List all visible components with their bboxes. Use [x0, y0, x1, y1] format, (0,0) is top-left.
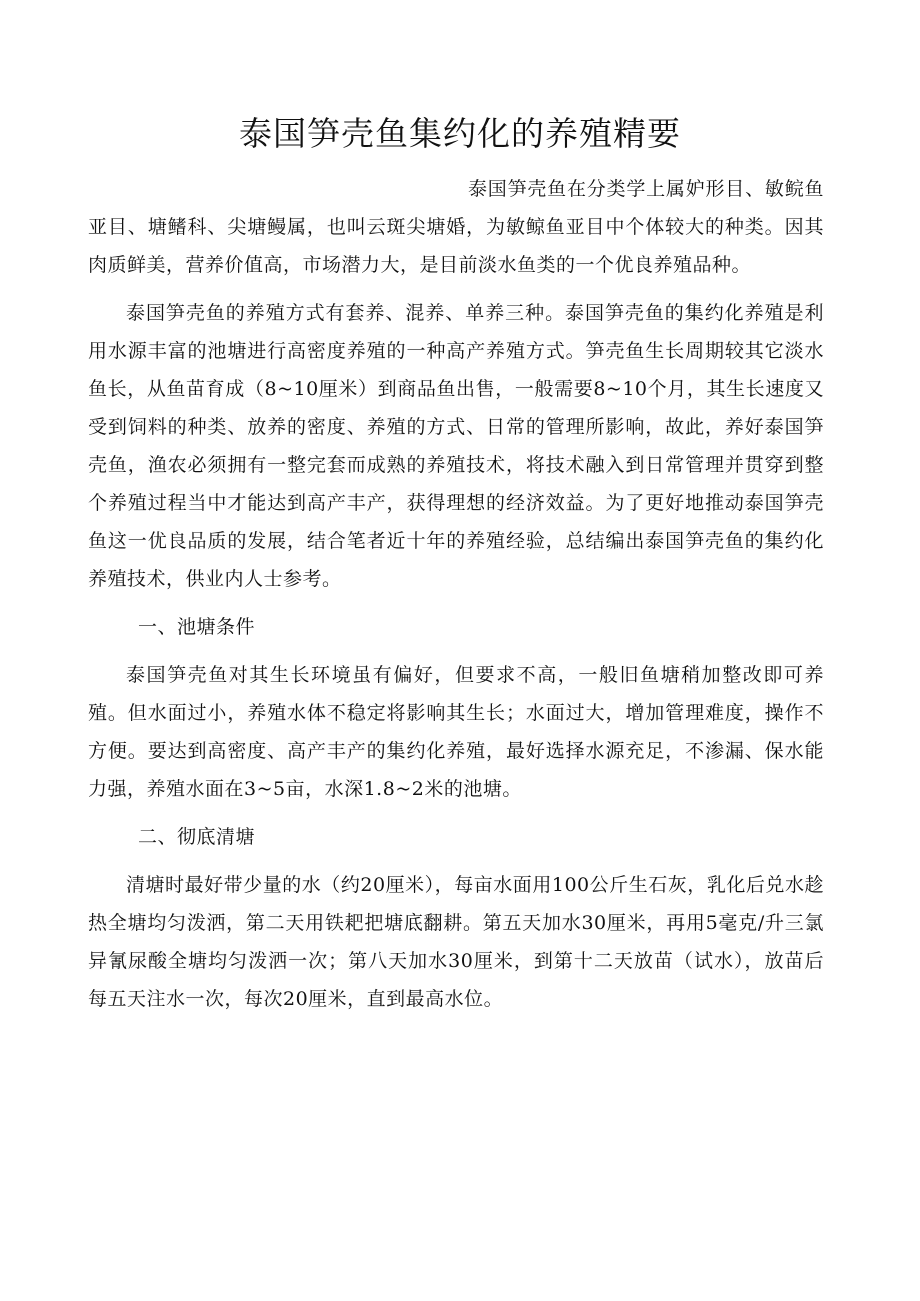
pond-conditions-paragraph: 泰国笋壳鱼对其生长环境虽有偏好，但要求不高，一般旧鱼塘稍加整改即可养殖。但水面过小，养殖水体不稳定将影响其生长；水面过大，增加管理难度，操作不方便。要达到高密度、高产丰产的集约化养殖，最好选择水源充足，不渗漏、保水能力强，养殖水面在3~5亩，水深1.8~2米的池塘。 [88, 664, 824, 800]
cultivation-methods-paragraph: 泰国笋壳鱼的养殖方式有套养、混养、单养三种。泰国笋壳鱼的集约化养殖是利用水源丰富的池塘进行高密度养殖的一种高产养殖方式。笋壳鱼生长周期较其它淡水鱼长，从鱼苗育成（8~10厘米）到商品鱼出售，一般需要8~10个月，其生长速度又受到饲料的种类、放养的密度、养殖的方式、日常的管理所影响，故此，养好泰国笋壳鱼，渔农必须拥有一整完套而成熟的养殖技术，将技术融入到日常管理并贯穿到整个养殖过程当中才能达到高产丰产，获得理想的经济效益。为了更好地推动泰国笋壳鱼这一优良品质的发展，结合笔者近十年的养殖经验，总结编出泰国笋壳鱼的集约化养殖技术，供业内人士参考。 [88, 302, 824, 590]
section-heading-pond-cleaning: 二、彻底清塘 [138, 826, 256, 848]
section-heading-pond-conditions: 一、池塘条件 [138, 616, 256, 638]
pond-cleaning-paragraph: 清塘时最好带少量的水（约20厘米），每亩水面用100公斤生石灰，乳化后兑水趁热全塘均匀泼洒，第二天用铁耙把塘底翻耕。第五天加水30厘米，再用5毫克/升三氯异氰尿酸全塘均匀泼洒一次；第八天加水30厘米，到第十二天放苗（试水），放苗后每五天注水一次，每次20厘米，直到最高水位。 [88, 874, 824, 1010]
document-body [88, 170, 824, 1028]
intro-paragraph: 泰国笋壳鱼在分类学上属妒形目、敏鲩鱼亚目、塘鳍科、尖塘鳗属，也叫云斑尖塘婚，为敏鲸鱼亚目中个体较大的种类。因其肉质鲜美，营养价值高，市场潜力大，是目前淡水鱼类的一个优良养殖品种。 [88, 178, 824, 276]
document-title: 泰国笋壳鱼集约化的养殖精要 [239, 114, 681, 153]
